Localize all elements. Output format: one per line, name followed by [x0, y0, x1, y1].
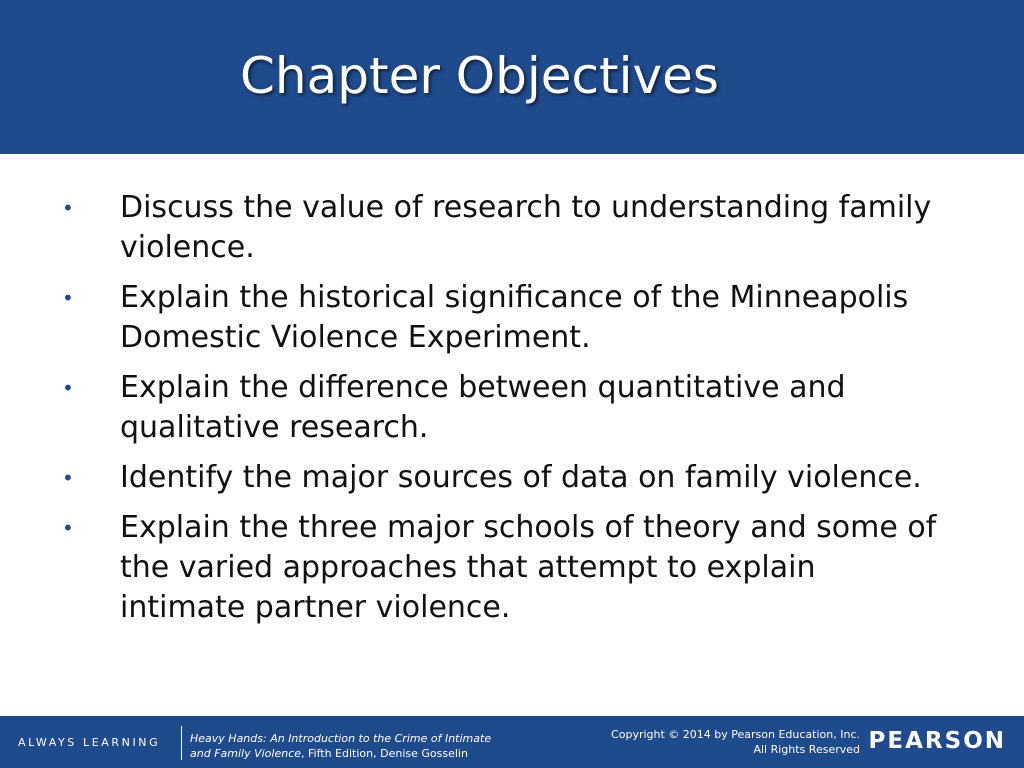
objective-text: Explain the historical significance of the Minneapolis Domestic Violence Experiment. — [120, 280, 909, 355]
objective-item-2 — [0, 278, 950, 358]
book-title-line-2: and Family Violence — [190, 747, 302, 760]
bullet-icon: • — [62, 286, 74, 310]
bullet-icon: • — [62, 466, 74, 490]
book-title-line-1: Heavy Hands: An Introduction to the Crime of Intimate — [190, 732, 492, 745]
bullet-icon: • — [62, 196, 74, 220]
title-bar — [0, 0, 1024, 154]
objective-item-1 — [0, 188, 950, 268]
objective-text: Discuss the value of research to understanding family violence. — [120, 190, 932, 265]
bullet-icon: • — [62, 516, 74, 540]
objective-item-3 — [0, 368, 950, 448]
objective-item-4 — [0, 458, 950, 498]
book-edition: , Fifth Edition, Denise Gosselin — [301, 747, 468, 760]
footer-divider — [181, 726, 182, 760]
copyright-notice — [611, 727, 860, 757]
copyright-line-2: All Rights Reserved — [753, 743, 860, 756]
footer-tagline: ALWAYS LEARNING — [18, 736, 161, 749]
bullet-icon: • — [62, 376, 74, 400]
objective-text: Explain the difference between quantitative and qualitative research. — [120, 370, 846, 445]
copyright-line-1: Copyright © 2014 by Pearson Education, Inc. — [611, 728, 860, 741]
objective-text: Explain the three major schools of theory and some of the varied approaches that attempt to explain intimate partner violence. — [120, 510, 937, 625]
pearson-logo: PEARSON — [868, 728, 1006, 754]
footer-bar — [0, 716, 1024, 768]
slide-title: Chapter Objectives — [240, 47, 719, 105]
objective-text: Identify the major sources of data on family violence. — [120, 460, 922, 495]
objectives-list — [0, 188, 1024, 638]
book-citation — [190, 731, 491, 761]
objective-item-5 — [0, 508, 950, 628]
